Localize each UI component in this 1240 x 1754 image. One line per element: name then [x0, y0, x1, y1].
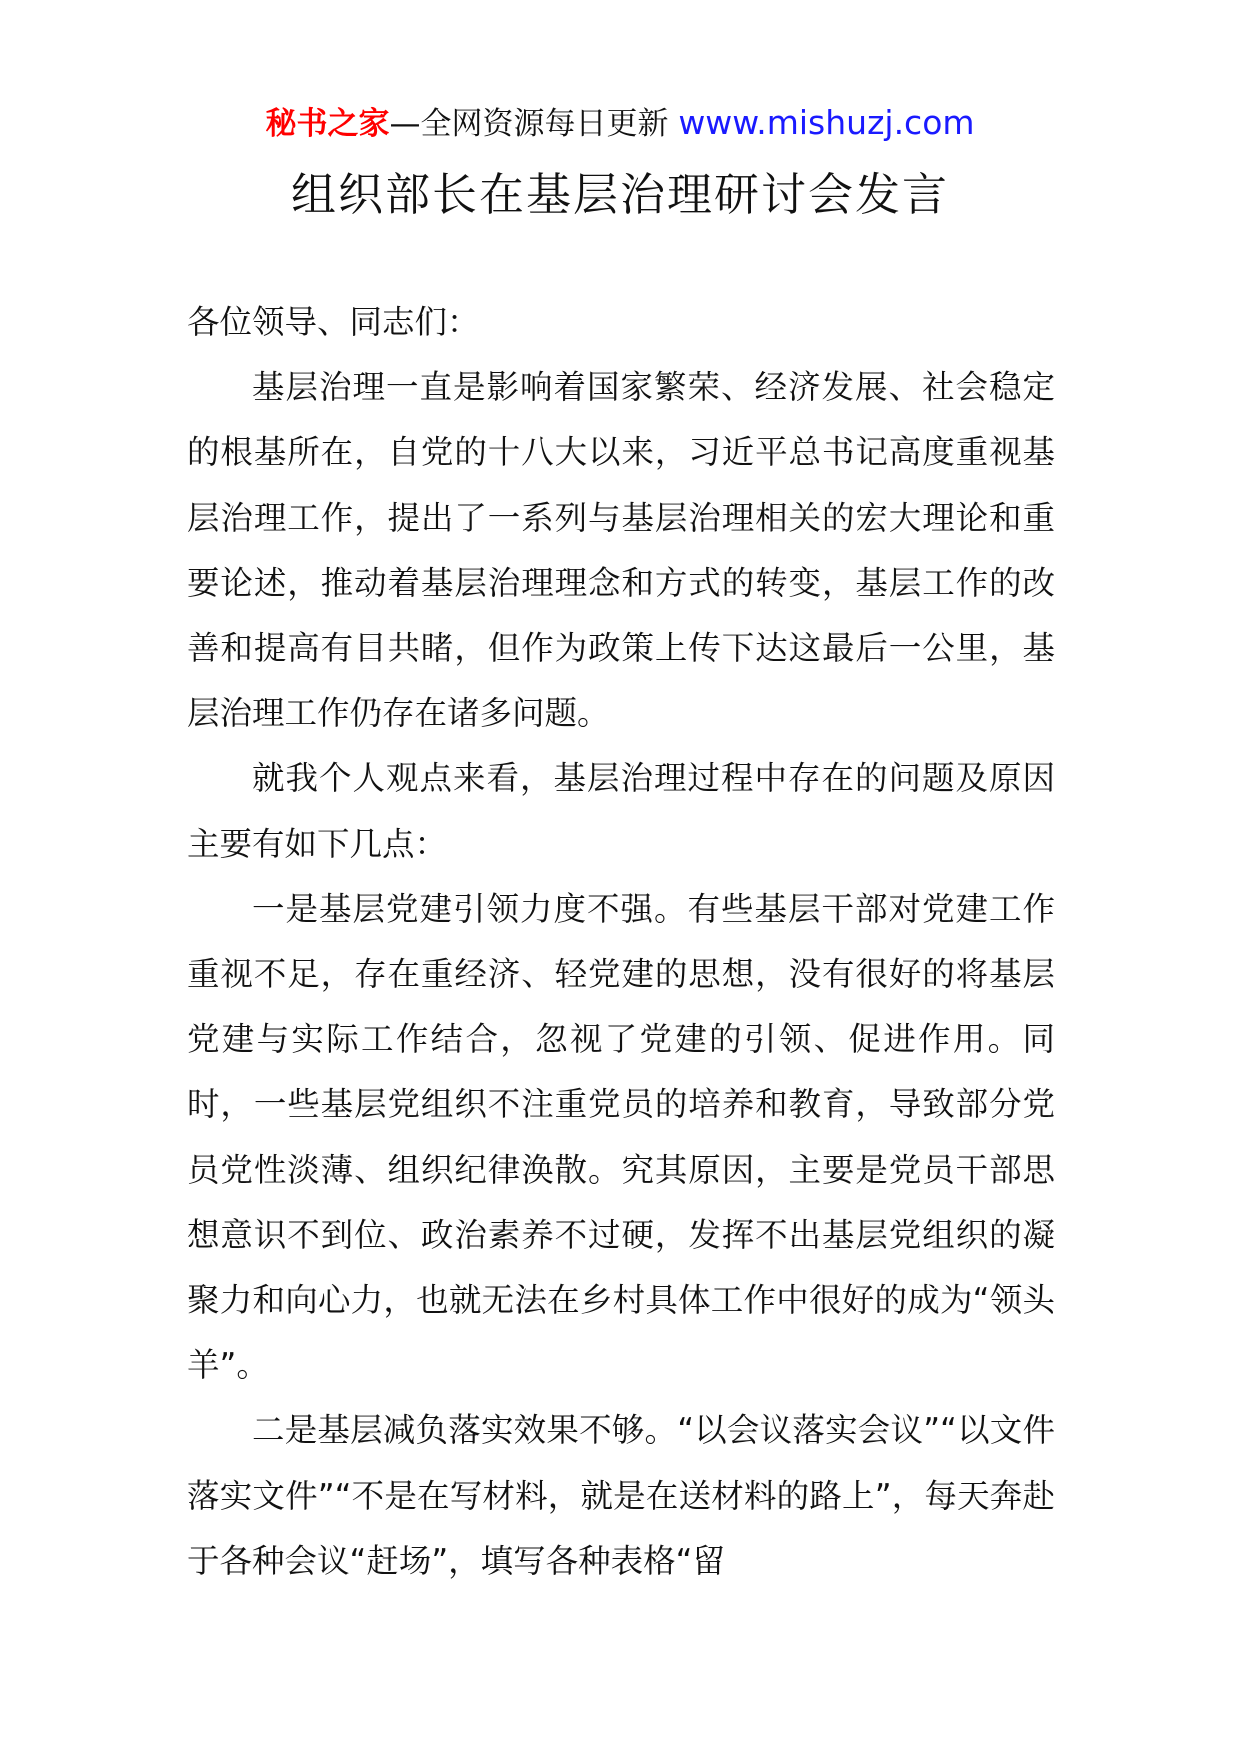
- paragraph-intro: 基层治理一直是影响着国家繁荣、经济发展、社会稳定的根基所在，自党的十八大以来，习近平总书记高度重视基层治理工作，提出了一系列与基层治理相关的宏大理论和重要论述，推动着基层治理理念和方式的转变，基层工作的改善和提高有目共睹，但作为政策上传下达这最后一公里，基层治理工作仍存在诸多问题。: [187, 368, 1055, 733]
- document-title: 组织部长在基层治理研讨会发言: [290, 168, 949, 221]
- paragraph-point-two: 二是基层减负落实效果不够。“以会议落实会议”“以文件落实文件”“不是在写材料，就是在送材料的路上”，每天奔赴于各种会议“赶场”，填写各种表格“留: [187, 1411, 1055, 1580]
- document-body: [187, 290, 1055, 1594]
- paragraph-overview: 就我个人观点来看，基层治理过程中存在的问题及原因主要有如下几点：: [187, 759, 1055, 863]
- site-url-link[interactable]: www.mishuzj.com: [678, 103, 975, 142]
- brand-name: 秘书之家: [265, 106, 390, 142]
- salutation: 各位领导、同志们：: [187, 303, 480, 341]
- paragraph-point-one: 一是基层党建引领力度不强。有些基层干部对党建工作重视不足，存在重经济、轻党建的思想，没有很好的将基层党建与实际工作结合，忽视了党建的引领、促进作用。同时，一些基层党组织不注重党员的培养和教育，导致部分党员党性淡薄、组织纪律涣散。究其原因，主要是党员干部思想意识不到位、政治素养不过硬，发挥不出基层党组织的凝聚力和向心力，也就无法在乡村具体工作中很好的成为“领头羊”。: [187, 889, 1055, 1385]
- site-header: [0, 100, 1240, 147]
- header-tagline: —全网资源每日更新: [389, 106, 679, 142]
